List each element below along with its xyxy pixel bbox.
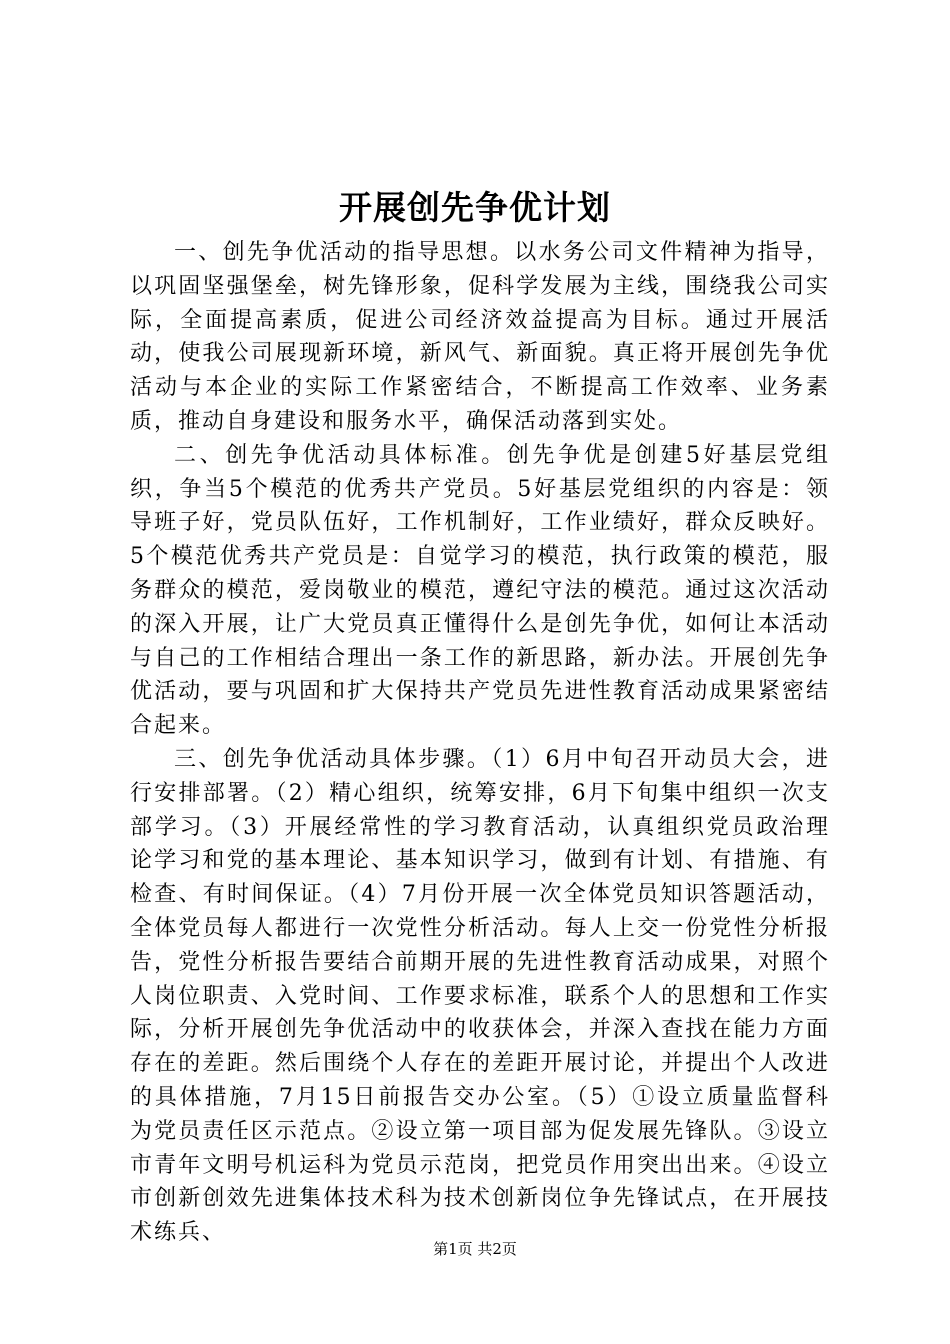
page-footer: 第1页 共2页: [433, 1240, 517, 1258]
document-title: 开展创先争优计划: [339, 188, 611, 227]
paragraph-standards: 二、创先争优活动具体标准。创先争优是创建5好基层党组织，争当5个模范的优秀共产党员。5好基层党组织的内容是：领导班子好，党员队伍好，工作机制好，工作业绩好，群众反映好。5个模范优秀共产党员是：自觉学习的模范，执行政策的模范，服务群众的模范，爱岗敬业的模范，遵纪守法的模范。通过这次活动的深入开展，让广大党员真正懂得什么是创先争优，如何让本活动与自己的工作相结合理出一条工作的新思路，新办法。开展创先争优活动，要与巩固和扩大保持共产党员先进性教育活动成果紧密结合起来。: [130, 442, 830, 739]
paragraph-guiding-ideology: 一、创先争优活动的指导思想。以水务公司文件精神为指导，以巩固坚强堡垒，树先锋形象，促科学发展为主线，围绕我公司实际，全面提高素质，促进公司经济效益提高为目标。通过开展活动，使我公司展现新环境，新风气、新面貌。真正将开展创先争优活动与本企业的实际工作紧密结合，不断提高工作效率、业务素质，推动自身建设和服务水平，确保活动落到实处。: [130, 240, 830, 434]
document-body: [130, 236, 830, 1250]
paragraph-steps: 三、创先争优活动具体步骤。（1）6月中旬召开动员大会，进行安排部署。（2）精心组织，统筹安排，6月下旬集中组织一次支部学习。（3）开展经常性的学习教育活动，认真组织党员政治理论学习和党的基本理论、基本知识学习，做到有计划、有措施、有检查、有时间保证。（4）7月份开展一次全体党员知识答题活动，全体党员每人都进行一次党性分析活动。每人上交一份党性分析报告，党性分析报告要结合前期开展的先进性教育活动成果，对照个人岗位职责、入党时间、工作要求标准，联系个人的思想和工作实际，分析开展创先争优活动中的收获体会，并深入查找在能力方面存在的差距。然后围绕个人存在的差距开展讨论，并提出个人改进的具体措施，7月15日前报告交办公室。（5）①设立质量监督科为党员责任区示范点。②设立第一项目部为促发展先锋队。③设立市青年文明号机运科为党员示范岗，把党员作用突出出来。④设立市创新创效先进集体技术科为技术创新岗位争先锋试点，在开展技术练兵、: [130, 746, 830, 1246]
